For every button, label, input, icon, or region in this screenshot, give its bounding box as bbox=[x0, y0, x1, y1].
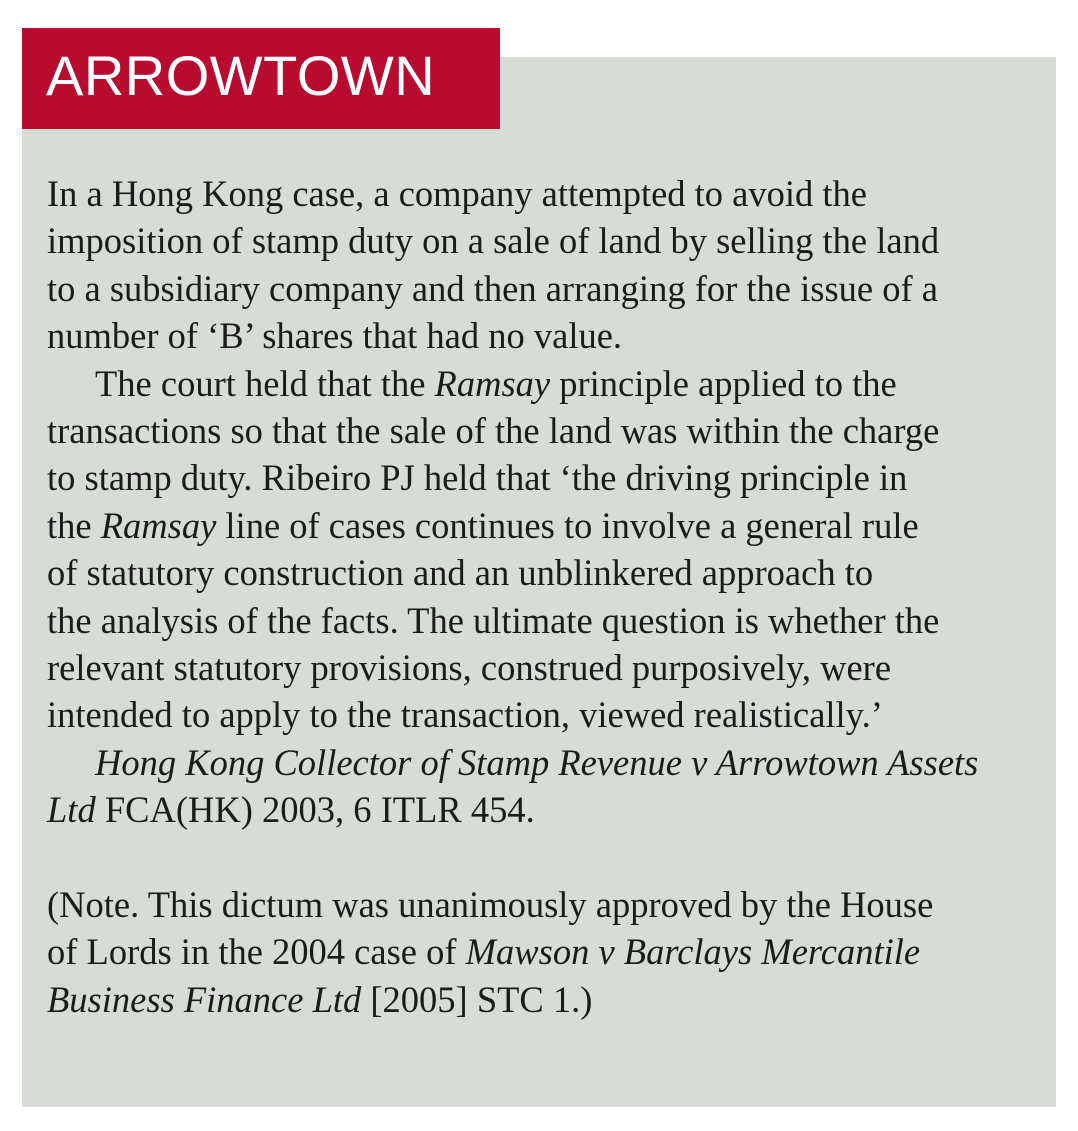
citation-case-name: Hong Kong Collector of Stamp Revenue v Arrowtown Assets bbox=[95, 741, 979, 783]
paragraph-1-line: to a subsidiary company and then arranging for the issue of a bbox=[47, 267, 938, 309]
note-line: (Note. This dictum was unanimously approved by the House bbox=[47, 883, 934, 925]
note-case-name: Mawson v Barclays Mercantile bbox=[465, 931, 921, 973]
case-name-ramsay: Ramsay bbox=[434, 362, 551, 404]
note-case-name: Business Finance Ltd bbox=[47, 978, 362, 1020]
citation-line bbox=[47, 739, 1047, 786]
case-body bbox=[47, 170, 1047, 1023]
paragraph-1-line: In a Hong Kong case, a company attempted to avoid the bbox=[47, 173, 867, 214]
paragraph-2-line: the analysis of the facts. The ultimate question is whether the bbox=[47, 599, 940, 641]
paragraph-2-line: intended to apply to the transaction, viewed realistically.’ bbox=[47, 694, 883, 736]
spacer bbox=[47, 833, 1047, 880]
paragraph-2-line: of statutory construction and an unblinkered approach to bbox=[47, 552, 874, 594]
note-line: of Lords in the 2004 case of Mawson v Barclays Mercantile bbox=[47, 931, 921, 973]
case-name-ramsay: Ramsay bbox=[100, 504, 217, 546]
case-heading: ARROWTOWN bbox=[46, 44, 436, 107]
citation-line: Ltd FCA(HK) 2003, 6 ITLR 454. bbox=[47, 789, 535, 831]
paragraph-2-line: relevant statutory provisions, construed purposively, were bbox=[47, 646, 892, 688]
paragraph-2-line: The court held that the Ramsay principle applied to the bbox=[95, 362, 897, 404]
note-line: Business Finance Ltd [2005] STC 1.) bbox=[47, 978, 593, 1020]
paragraph-2-line: the Ramsay line of cases continues to involve a general rule bbox=[47, 504, 919, 546]
paragraph-1-line: number of ‘B’ shares that had no value. bbox=[47, 315, 623, 357]
paragraph-2-line: to stamp duty. Ribeiro PJ held that ‘the driving principle in bbox=[47, 457, 908, 499]
paragraph-2-line: transactions so that the sale of the land was within the charge bbox=[47, 409, 940, 451]
citation-case-name: Ltd bbox=[47, 789, 96, 831]
paragraph-1-line: imposition of stamp duty on a sale of land by selling the land bbox=[47, 220, 940, 262]
